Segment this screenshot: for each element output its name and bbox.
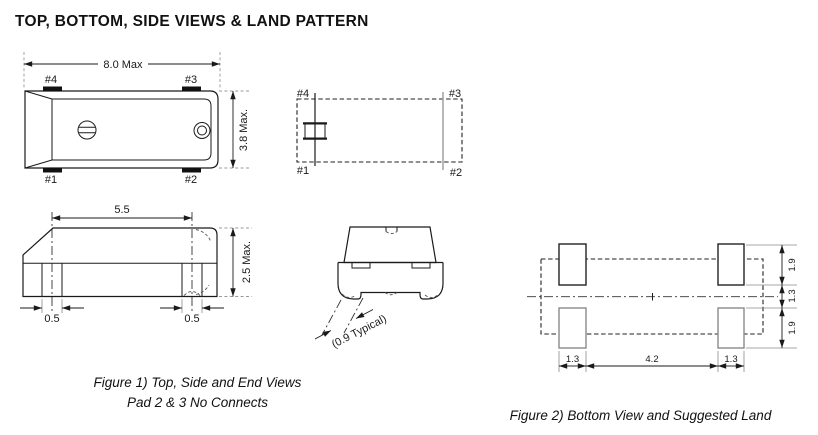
- side-view-pad-width-left: 0.5: [44, 313, 60, 325]
- side-view-pad-width-right: 0.5: [184, 313, 200, 325]
- top-view: [24, 52, 251, 186]
- top-view-pad3-label: #3: [184, 74, 198, 86]
- bottom-view-pad1-label: #1: [296, 165, 310, 177]
- seal-weld-mark: [78, 121, 96, 139]
- top-view-pad2-label: #2: [184, 174, 198, 186]
- fill-hole-mark: [194, 123, 210, 139]
- land-pad-top-right: [718, 244, 744, 285]
- figure1-caption: [55, 373, 340, 412]
- bottom-view-pad4-label: #4: [296, 88, 310, 100]
- figure1-caption-line2: Pad 2 & 3 No Connects: [126, 394, 269, 410]
- land-pad-pitch-dim: 4.2: [645, 354, 659, 365]
- land-pattern: [527, 244, 798, 372]
- end-view-pad-dimension: [315, 298, 389, 351]
- top-view-height-dim: 3.8 Max.: [238, 108, 250, 152]
- top-view-body-outline: [25, 91, 218, 168]
- bottom-view: [297, 88, 462, 179]
- figure1-caption-line1: Figure 1) Top, Side and End Views: [93, 375, 302, 390]
- side-view-length-dim: 5.5: [114, 204, 130, 216]
- bottom-view-outline: [297, 99, 462, 162]
- bottom-view-pad2-label: #2: [449, 167, 463, 179]
- land-pad-width-right-dim: 1.3: [724, 354, 738, 365]
- land-pad-bottom-right: [718, 308, 744, 348]
- land-pad-width-left-dim: 1.3: [565, 354, 580, 365]
- end-view-pad-width-note: (0.9 Typical): [329, 312, 389, 351]
- top-view-pad-1: [43, 168, 62, 173]
- bottom-view-pad3-label: #3: [448, 88, 462, 100]
- top-view-pad-2: [182, 168, 201, 173]
- figure2-caption: Figure 2) Bottom View and Suggested Land: [509, 408, 772, 423]
- top-view-pad-3: [182, 87, 201, 92]
- land-pad-height-bottom-dim: 1.9: [787, 321, 798, 335]
- end-view: [315, 227, 443, 351]
- land-pad-bottom-left: [559, 308, 586, 348]
- top-view-pad1-label: #1: [44, 174, 58, 186]
- top-view-pad-4: [43, 87, 62, 92]
- side-view-height-dim: 2.5 Max.: [241, 240, 253, 284]
- top-view-lid-outline: [52, 99, 211, 160]
- land-center-gap-dim: 1.3: [787, 289, 798, 303]
- page-title: TOP, BOTTOM, SIDE VIEWS & LAND PATTERN: [15, 13, 369, 30]
- land-pad-height-top-dim: 1.9: [787, 258, 798, 272]
- end-view-lid-outline: [344, 227, 436, 263]
- top-view-width-dim: 8.0 Max: [103, 59, 143, 71]
- land-pad-top-left: [559, 244, 586, 285]
- top-view-pad4-label: #4: [44, 74, 58, 86]
- side-view: [20, 204, 253, 325]
